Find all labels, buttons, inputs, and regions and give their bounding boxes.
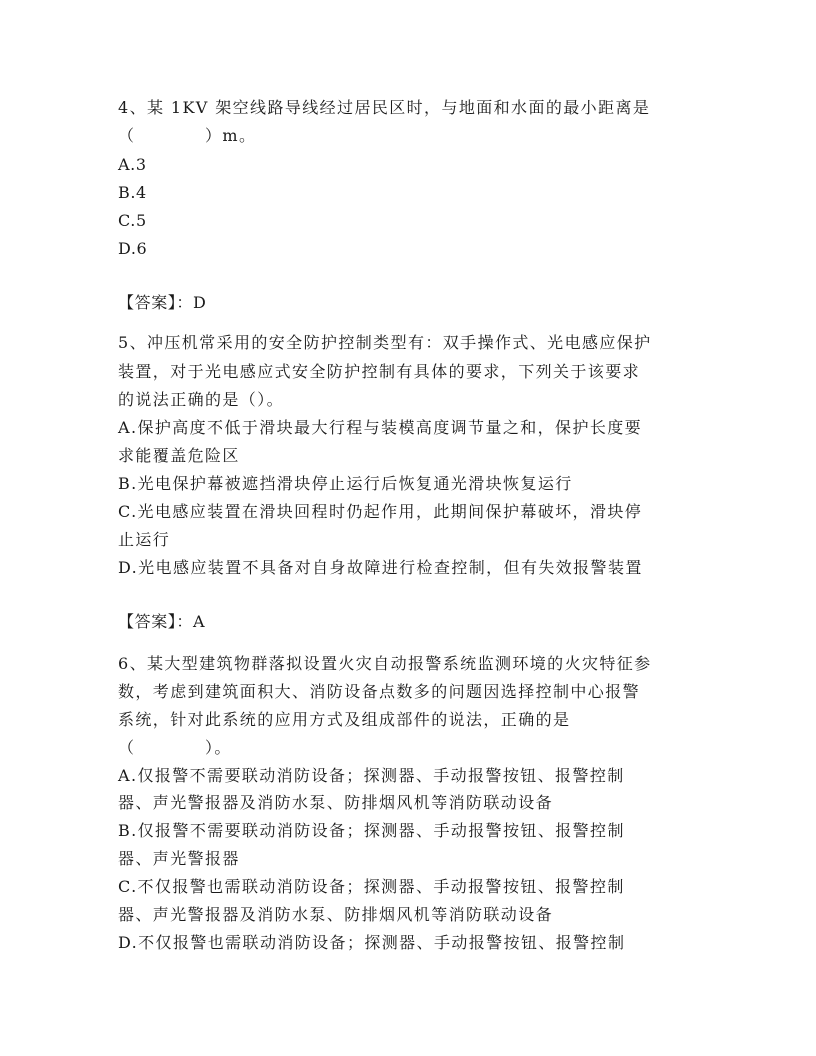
question-5-text-line-3: 的说法正确的是（）。 [118,390,285,409]
question-4-option-a: A.3 [118,155,147,174]
question-5-option-c-line-1: C.光电感应装置在滑块回程时仍起作用，此期间保护幕破坏，滑块停 [118,502,643,521]
question-6-text-line-4: （ ）。 [118,738,232,757]
question-5-option-a-line-2: 求能覆盖危险区 [118,446,240,465]
question-6-option-c-line-2: 器、声光警报器及消防水泵、防排烟风机等消防联动设备 [118,905,554,924]
question-4-option-b: B.4 [118,183,147,202]
question-4-text-line-1: 4、某 1KV 架空线路导线经过居民区时，与地面和水面的最小距离是 [118,98,651,117]
question-5-option-b: B.光电保护幕被遮挡滑块停止运行后恢复通光滑块恢复运行 [118,474,573,493]
question-6-text-line-1: 6、某大型建筑物群落拟设置火灾自动报警系统监测环境的火灾特征参 [118,654,652,673]
question-4-option-d: D.6 [118,239,148,258]
question-6-text-line-3: 系统，针对此系统的应用方式及组成部件的说法，正确的是 [118,710,571,729]
question-4-text-line-2: （ ）m。 [118,126,257,145]
question-5-answer: 【答案】：A [118,612,206,631]
question-6-text-line-2: 数，考虑到建筑面积大、消防设备点数多的问题因选择控制中心报警 [118,682,641,701]
question-5-option-d: D.光电感应装置不具备对自身故障进行检查控制，但有失效报警装置 [118,558,643,577]
question-6-option-d-line-1: D.不仅报警也需联动消防设备；探测器、手动报警按钮、报警控制 [118,933,626,952]
question-5-text-line-1: 5、冲压机常采用的安全防护控制类型有：双手操作式、光电感应保护 [118,333,652,352]
question-5-option-a-line-1: A.保护高度不低于滑块最大行程与装模高度调节量之和，保护长度要 [118,418,643,437]
question-5-text-line-2: 装置，对于光电感应式安全防护控制有具体的要求，下列关于该要求 [118,362,641,381]
question-6-option-b-line-2: 器、声光警报器 [118,849,240,868]
question-4-option-c: C.5 [118,211,147,230]
question-6-option-b-line-1: B.仅报警不需要联动消防设备；探测器、手动报警按钮、报警控制 [118,821,625,840]
question-6-option-c-line-1: C.不仅报警也需联动消防设备；探测器、手动报警按钮、报警控制 [118,877,625,896]
question-4-answer: 【答案】：D [118,293,207,312]
question-5-option-c-line-2: 止运行 [118,530,171,549]
question-6-option-a-line-1: A.仅报警不需要联动消防设备；探测器、手动报警按钮、报警控制 [118,766,625,785]
question-6-option-a-line-2: 器、声光警报器及消防水泵、防排烟风机等消防联动设备 [118,793,554,812]
